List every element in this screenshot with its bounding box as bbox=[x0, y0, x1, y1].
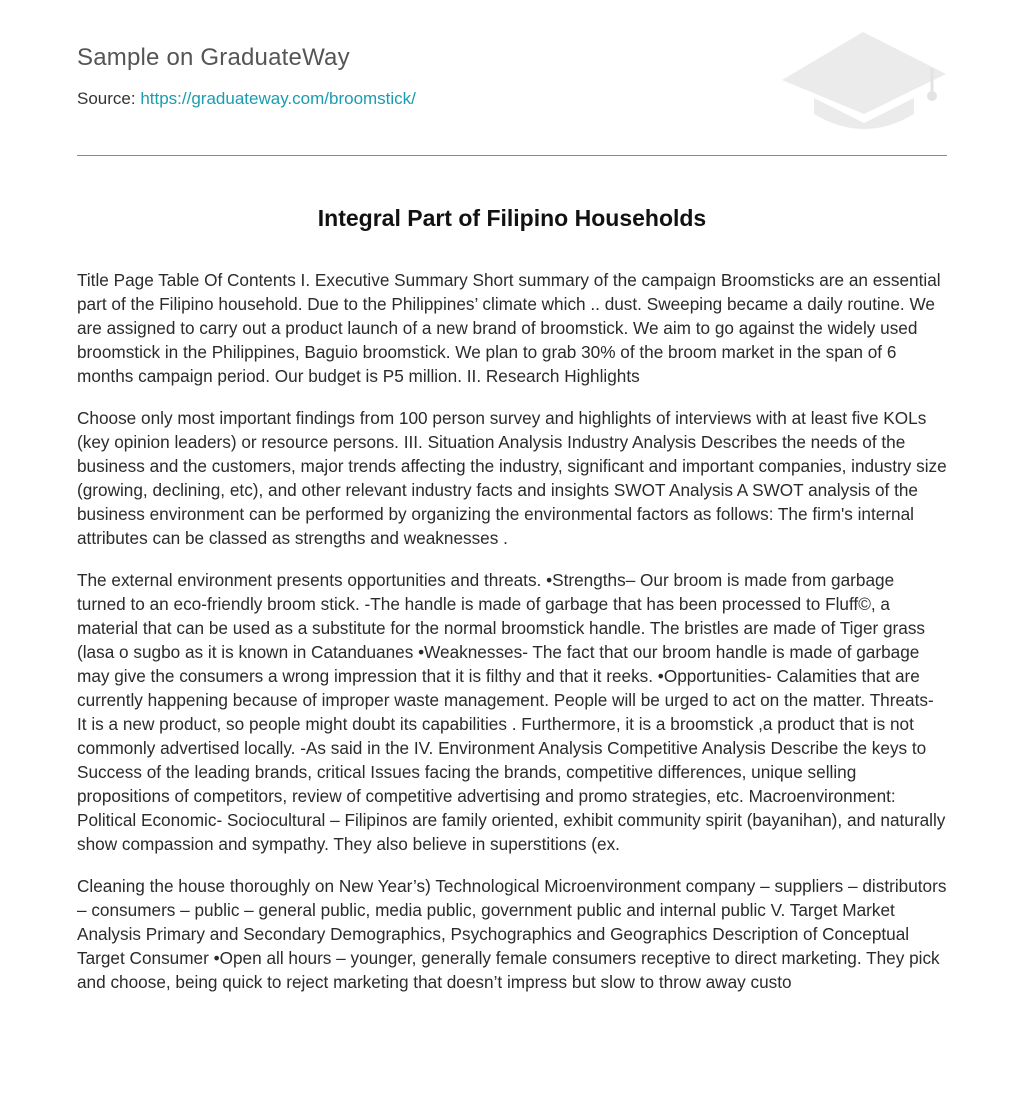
site-header bbox=[77, 0, 947, 156]
source-link[interactable]: https://graduateway.com/broomstick/ bbox=[140, 89, 416, 108]
site-title: Sample on GraduateWay bbox=[77, 44, 350, 71]
source-line bbox=[77, 89, 416, 109]
graduation-cap-icon bbox=[780, 30, 948, 134]
body-paragraph: The external environment presents opportunities and threats. •Strengths– Our broom is made from garbage turned to an eco-friendly broom stick. -The handle is made of garbage that has been processed to Fluff©, a material that can be used as a substitute for the normal broomstick handle. The bristles are made of Tiger grass (lasa o sugbo as it is known in Catanduanes •Weaknesses- The fact that our broom handle is made of garbage may give the consumers a wrong impression that it is filthy and that it reeks. •Opportunities- Calamities that are currently happening because of improper waste management. People will be urged to act on the matter. Threats- It is a new product, so people might doubt its capabilities . Furthermore, it is a broomstick ,a product that is not commonly advertised locally. -As said in the IV. Environment Analysis Competitive Analysis Describe the keys to Success of the leading brands, critical Issues facing the brands, competitive differences, unique selling propositions of competitors, review of competitive advertising and promo strategies, etc. Macroenvironment: Political Economic- Sociocultural – Filipinos are family oriented, exhibit community spirit (bayanihan), and naturally show compassion and sympathy. They also believe in superstitions (ex. bbox=[77, 570, 946, 854]
source-label: Source: bbox=[77, 89, 136, 108]
body-paragraph: Choose only most important findings from 100 person survey and highlights of interviews with at least five KOLs (key opinion leaders) or resource persons. III. Situation Analysis Industry Analysis Describes the needs of the business and the customers, major trends affecting the industry, significant and important companies, industry size (growing, declining, etc), and other relevant industry facts and insights SWOT Analysis A SWOT analysis of the business environment can be performed by organizing the environmental factors as follows: The firm's internal attributes can be classed as strengths and weaknesses . bbox=[77, 408, 947, 548]
document-title: Integral Part of Filipino Households bbox=[317, 205, 707, 231]
header-divider bbox=[77, 155, 947, 156]
body-paragraph: Title Page Table Of Contents I. Executive Summary Short summary of the campaign Broomsticks are an essential part of the Filipino household. Due to the Philippines’ climate which .. dust. Sweeping became a daily routine. We are assigned to carry out a product launch of a new brand of broomstick. We aim to go against the widely used broomstick in the Philippines, Baguio broomstick. We plan to grab 30% of the broom market in the span of 6 months campaign period. Our budget is P5 million. II. Research Highlights bbox=[77, 270, 941, 386]
body-paragraph: Cleaning the house thoroughly on New Year’s) Technological Microenvironment company – suppliers – distributors – consumers – public – general public, media public, government public and internal public V. Target Market Analysis Primary and Secondary Demographics, Psychographics and Geographics Description of Conceptual Target Consumer •Open all hours – younger, generally female consumers receptive to direct marketing. They pick and choose, being quick to reject marketing that doesn’t impress but slow to throw away custo bbox=[77, 876, 947, 992]
document-body bbox=[77, 268, 947, 1012]
